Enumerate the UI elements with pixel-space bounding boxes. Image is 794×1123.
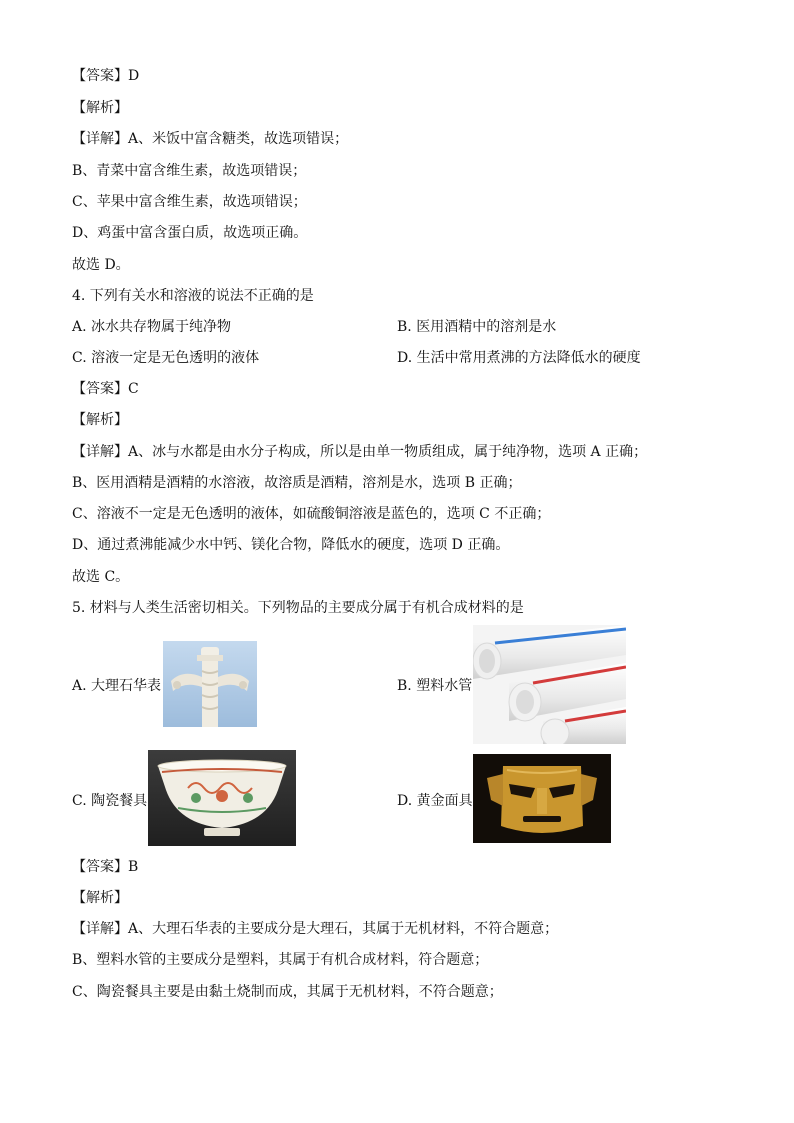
- detail-tag: 【详解】: [72, 131, 128, 147]
- q5-option-d-label: D. 黄金面具: [397, 793, 473, 809]
- detail-text: A、冰与水都是由水分子构成，所以是由单一物质组成，属于纯净物，选项 A 正确；: [128, 444, 648, 460]
- gold-mask-photo: [473, 754, 611, 843]
- q3-answer-line: [72, 66, 139, 86]
- ceramic-bowl-photo: [148, 750, 296, 846]
- q4-answer-line: [72, 379, 139, 399]
- q4-option-a: A. 冰水共存物属于纯净物: [72, 319, 232, 335]
- marble-huabiao-photo: [163, 641, 257, 727]
- answer-tag: 【答案】: [72, 381, 128, 397]
- q3-detail-line-4: D、鸡蛋中富含蛋白质，故选项正确。: [72, 225, 308, 241]
- detail-text: A、米饭中富含糖类，故选项错误；: [128, 131, 349, 147]
- q4-detail-line-1: [72, 442, 647, 462]
- q4-conclusion: 故选 C。: [72, 569, 130, 585]
- q4-option-c: C. 溶液一定是无色透明的液体: [72, 350, 260, 366]
- q4-stem: 4. 下列有关水和溶液的说法不正确的是: [72, 288, 314, 304]
- detail-text: A、大理石华表的主要成分是大理石，其属于无机材料，不符合题意；: [128, 921, 559, 937]
- answer-tag: 【答案】: [72, 68, 128, 84]
- answer-value: D: [128, 68, 140, 84]
- q4-option-d: D. 生活中常用煮沸的方法降低水的硬度: [397, 350, 641, 366]
- q4-analysis-tag: 【解析】: [72, 412, 128, 428]
- q4-detail-line-3: C、溶液不一定是无色透明的液体，如硫酸铜溶液是蓝色的，选项 C 不正确；: [72, 506, 551, 522]
- q3-analysis-tag: 【解析】: [72, 100, 128, 116]
- q3-conclusion: 故选 D。: [72, 257, 130, 273]
- q5-detail-line-1: [72, 919, 558, 939]
- q3-detail-line-3: C、苹果中富含维生素，故选项错误；: [72, 194, 307, 210]
- q5-option-c-label: C. 陶瓷餐具: [72, 793, 148, 809]
- q5-detail-line-2: B、塑料水管的主要成分是塑料，其属于有机合成材料，符合题意；: [72, 952, 489, 968]
- detail-tag: 【详解】: [72, 444, 128, 460]
- answer-value: B: [128, 859, 139, 875]
- q5-analysis-tag: 【解析】: [72, 890, 128, 906]
- q3-detail-line-1: [72, 129, 348, 149]
- q4-detail-line-4: D、通过煮沸能减少水中钙、镁化合物，降低水的硬度，选项 D 正确。: [72, 537, 510, 553]
- q5-option-b-label: B. 塑料水管: [397, 678, 473, 694]
- answer-value: C: [128, 381, 139, 397]
- q3-detail-line-2: B、青菜中富含维生素，故选项错误；: [72, 163, 307, 179]
- answer-tag: 【答案】: [72, 859, 128, 875]
- q4-detail-line-2: B、医用酒精是酒精的水溶液，故溶质是酒精，溶剂是水，选项 B 正确；: [72, 475, 522, 491]
- q5-detail-line-3: C、陶瓷餐具主要是由黏土烧制而成，其属于无机材料，不符合题意；: [72, 984, 503, 1000]
- detail-tag: 【详解】: [72, 921, 128, 937]
- q5-answer-line: [72, 857, 138, 877]
- q4-option-b: B. 医用酒精中的溶剂是水: [397, 319, 557, 335]
- q5-option-a-label: A. 大理石华表: [72, 678, 162, 694]
- plastic-pipes-photo: [473, 625, 626, 744]
- q5-stem: 5. 材料与人类生活密切相关。下列物品的主要成分属于有机合成材料的是: [72, 600, 524, 616]
